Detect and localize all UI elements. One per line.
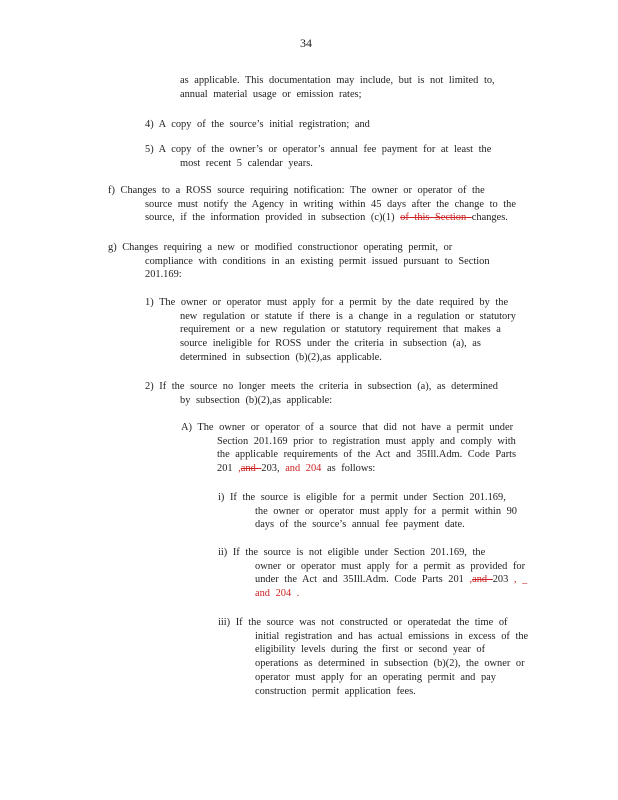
text-line: 5) A copy of the owner’s or operator’s annual fee payment for at least the xyxy=(145,144,492,155)
deleted-text: and xyxy=(472,574,493,586)
text-segment: 203 xyxy=(492,574,509,586)
text-line: requirement or a new regulation or statutory requirement that makes a xyxy=(180,324,501,336)
inserted-text: _ xyxy=(516,574,528,586)
subsection-g-2-a xyxy=(181,421,516,476)
text-line: annual material usage or emission rates; xyxy=(180,88,362,100)
text-line: f) Changes to a ROSS source requiring notification: The owner or operator of the xyxy=(108,185,485,196)
text-line: as applicable. This documentation may include, but is not limited to, xyxy=(180,75,495,86)
text-segment: changes. xyxy=(471,212,508,224)
deleted-text: and xyxy=(240,463,262,475)
text-line: A) The owner or operator of a source that did not have a permit under xyxy=(181,422,514,433)
text-line: the owner or operator must apply for a permit within 90 xyxy=(255,505,517,517)
text-line xyxy=(108,211,516,225)
subsection-g-2-a-ii xyxy=(218,546,527,601)
inserted-text: , xyxy=(508,574,517,586)
text-line: eligibility levels during the first or second year of xyxy=(255,644,486,656)
text-line: new regulation or statute if there is a change in a regulation or statutory xyxy=(180,310,516,322)
subsection-f xyxy=(108,184,516,225)
text-line: source must notify the Agency in writing within 45 days after the change to the xyxy=(145,198,516,210)
text-line: i) If the source is eligible for a permit under Section 201.169, xyxy=(218,492,506,503)
text-line: g) Changes requiring a new or modified constructionor operating permit, or xyxy=(108,242,453,253)
text-line: by subsection (b)(2),as applicable: xyxy=(180,394,333,406)
text-line: the applicable requirements of the Act and 35Ill.Adm. Code Parts xyxy=(217,449,517,461)
continuation-paragraph xyxy=(180,74,495,101)
subsection-g-1 xyxy=(145,296,516,365)
text-line: construction permit application fees. xyxy=(255,685,416,697)
inserted-text: and 204 xyxy=(279,463,322,475)
text-line: compliance with conditions in an existing permit issued pursuant to Section xyxy=(145,255,490,267)
subsection-g-2 xyxy=(145,380,498,407)
text-line: operations as determined in subsection (b)(2), the owner or xyxy=(255,658,525,670)
text-line: Section 201.169 prior to registration must apply and comply with xyxy=(217,435,516,447)
text-line: 1) The owner or operator must apply for a permit by the date required by the xyxy=(145,297,509,308)
list-item-4 xyxy=(145,118,370,132)
text-segment: under the Act and 35Ill.Adm. Code Parts 201 xyxy=(255,574,470,586)
subsection-g-2-a-iii xyxy=(218,616,528,698)
inserted-text-line: and 204 . xyxy=(255,588,300,600)
text-line xyxy=(181,462,516,476)
text-line: days of the source’s annual fee payment date. xyxy=(255,519,465,531)
text-line: operator must apply for an operating permit and pay xyxy=(255,671,496,683)
text-line: 2) If the source no longer meets the criteria in subsection (a), as determined xyxy=(145,381,498,392)
list-item-5 xyxy=(145,143,491,170)
inserted-text: , xyxy=(469,574,473,586)
text-line: determined in subsection (b)(2),as applicable. xyxy=(180,351,382,363)
text-line: 201.169: xyxy=(145,269,182,281)
text-line: 4) A copy of the source’s initial registration; and xyxy=(145,119,370,130)
text-segment: 201 xyxy=(217,463,239,475)
page-number: 34 xyxy=(300,36,312,50)
text-segment: 203, xyxy=(261,463,280,475)
text-segment: as follows: xyxy=(321,463,376,475)
text-line: ii) If the source is not eligible under Section 201.169, the xyxy=(218,547,486,558)
text-line: source ineligible for ROSS under the criteria in subsection (a), as xyxy=(180,338,481,350)
text-line: most recent 5 calendar years. xyxy=(180,157,313,169)
text-line: owner or operator must apply for a permit as provided for xyxy=(255,560,526,572)
text-line: initial registration and has actual emissions in excess of the xyxy=(255,630,529,642)
inserted-text: , xyxy=(238,463,241,475)
deleted-text: of this Section xyxy=(400,212,472,224)
subsection-g-2-a-i xyxy=(218,491,517,532)
text-line xyxy=(218,573,527,587)
text-line: iii) If the source was not constructed or operatedat the time of xyxy=(218,617,508,628)
subsection-g xyxy=(108,241,490,282)
text-segment: source, if the information provided in subsection (c)(1) xyxy=(145,212,401,224)
